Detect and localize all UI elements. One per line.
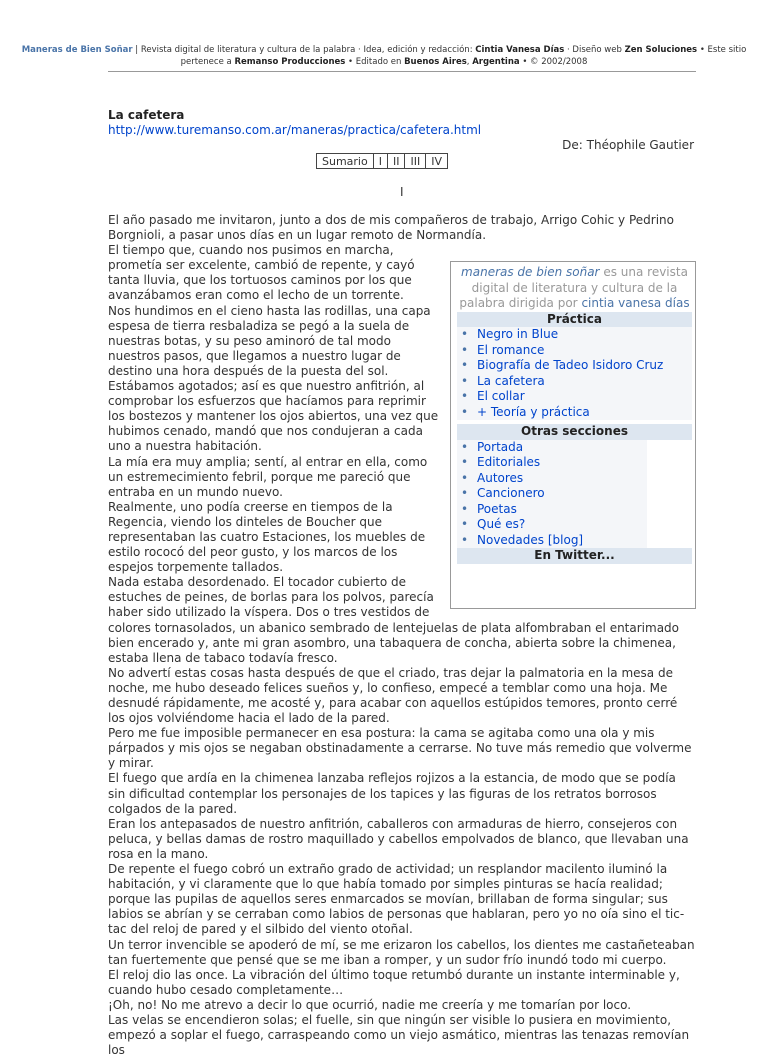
sidebar-link-cancionero[interactable]: Cancionero: [477, 486, 545, 501]
list-item: [457, 327, 692, 343]
sidebar-practica-list: [457, 327, 692, 420]
sidebar-otras-heading: Otras secciones: [457, 424, 692, 440]
list-item: [457, 358, 692, 374]
paragraph: De repente el fuego cobró un extraño grado de actividad; un resplandor macilento iluminó la habitación, y vi claramente que lo que había tomado por simples pinturas se hacía realidad; porque las pupilas de aquellos seres enmarcados se movían, brillaban de forma singular; sus labios se abrían y se cerraban como labios de personas que hablaran, pero yo no oía sino el tic-tac del reloj de pared y el silbido del viento otoñal.: [108, 862, 685, 937]
sidebar-practica-block: [457, 327, 692, 420]
header-city: Buenos Aires: [404, 57, 467, 67]
paragraph: El reloj dio las once. La vibración del último toque retumbó durante un instante interminable y, cuando hubo cesado completamente…: [108, 967, 680, 997]
sidebar-practica-heading: Práctica: [457, 312, 692, 328]
list-item: [457, 486, 647, 502]
header-text-6: • © 2002/2008: [519, 57, 588, 67]
sidebar-link-novedades[interactable]: Novedades [blog]: [477, 532, 584, 547]
sidebar-link-la-cafetera[interactable]: La cafetera: [477, 373, 545, 388]
summary-nav: [316, 153, 448, 169]
paragraph: Realmente, uno podía creerse en tiempos de la Regencia, viendo los dinteles de Boucher que representaban las cuatro Estaciones, los muebles de estilo rococó del peor gusto, y los marcos de los espejos torpemente tallados.: [108, 499, 426, 575]
header-text-3: • Este sitio pertenece a: [180, 45, 747, 67]
sidebar-link-el-collar[interactable]: El collar: [477, 389, 525, 404]
sidebar-link-teoria[interactable]: + Teoría y práctica: [477, 404, 590, 419]
summary-label: Sumario: [317, 154, 374, 169]
header-owner[interactable]: Remanso Producciones: [234, 57, 346, 67]
sidebar-box: [450, 261, 696, 609]
list-item: [457, 374, 692, 390]
paragraph: No advertí estas cosas hasta después de que el criado, tras dejar la palmatoria en la mesa de noche, me hubo deseado felices sueños y, lo confieso, empecé a temblar como una hoja. Me desnudé rápidamente, me acosté y, para acabar con aquellos estúpidos temores, pronto cerré los ojos volviéndome hacia el lado de la pared.: [108, 665, 678, 726]
sidebar-intro: [457, 265, 692, 312]
paragraph: Estábamos agotados; así es que nuestro anfitrión, al comprobar los esfuerzos que hacíamos para reprimir los bostezos y mantener los ojos abiertos, una vez que hubimos cenado, mandó que nos condujeran a cada uno a nuestra habitación.: [108, 379, 439, 454]
header-text-5: ,: [466, 57, 473, 67]
sidebar-otras-list: [457, 440, 647, 549]
article-url-link[interactable]: http://www.turemanso.com.ar/maneras/practica/cafetera.html: [108, 123, 482, 137]
summary-link-iii[interactable]: III: [405, 154, 426, 169]
paragraph: El año pasado me invitaron, junto a dos de mis compañeros de trabajo, Arrigo Cohic y Pedrino Borgnioli, a pasar unos días en un lugar remoto de Normandía.: [108, 213, 674, 243]
section-numeral: I: [400, 185, 404, 199]
article-author: De: Théophile Gautier: [562, 138, 694, 152]
header-text-4: • Editado en: [345, 57, 405, 67]
sidebar-link-biografia[interactable]: Biografía de Tadeo Isidoro Cruz: [477, 358, 664, 373]
list-item: [457, 405, 692, 421]
sidebar-site-link[interactable]: maneras de bien soñar: [461, 265, 600, 280]
list-item: [457, 517, 647, 533]
sidebar-link-editoriales[interactable]: Editoriales: [477, 455, 541, 470]
list-item: [457, 455, 647, 471]
paragraph: Nos hundimos en el cieno hasta las rodillas, una capa espesa de tierra resbaladiza se pegó a la suela de nuestras botas, y su peso aminoró de tal modo nuestros pasos, que llegamos a nuestro lugar de destino una hora después de la puesta del sol.: [108, 303, 431, 378]
paragraph: Las velas se encendieron solas; el fuelle, sin que ningún ser visible lo pusiera en movimiento, empezó a soplar el fuego, carraspeando como un viejo asmático, mientras las tenazas removían los: [108, 1012, 690, 1058]
list-item: [457, 502, 647, 518]
site-brand-link[interactable]: Maneras de Bien Soñar: [21, 45, 133, 55]
header-text-1: | Revista digital de literatura y cultura de la palabra · Idea, edición y redacción:: [132, 45, 476, 55]
paragraph: La mía era muy amplia; sentí, al entrar en ella, como un estremecimiento febril, porque me pareció que entraba en un mundo nuevo.: [108, 454, 428, 499]
paragraph: ¡Oh, no! No me atrevo a decir lo que ocurrió, nadie me creería y me tomarían por loco.: [108, 997, 632, 1012]
site-header: [0, 44, 768, 68]
header-designer[interactable]: Zen Soluciones: [624, 45, 698, 55]
list-item: [457, 343, 692, 359]
summary-link-ii[interactable]: II: [387, 154, 405, 169]
paragraph: Eran los antepasados de nuestro anfitrión, caballeros con armaduras de hierro, consejeros con peluca, y bellas damas de rostro maquillado y cabellos empolvados de blanco, que llevaban una rosa en la mano.: [108, 816, 689, 861]
paragraph: El fuego que ardía en la chimenea lanzaba reflejos rojizos a la estancia, de modo que se podía sin dificultad contemplar los personajes de los tapices y las figuras de los retratos borrosos colgados de la pared.: [108, 771, 676, 816]
sidebar-link-negro-in-blue[interactable]: Negro in Blue: [477, 327, 559, 342]
sidebar-director-link[interactable]: cintia vanesa días: [581, 296, 690, 311]
list-item: [457, 471, 647, 487]
sidebar-otras-block: [457, 440, 647, 549]
sidebar-link-el-romance[interactable]: El romance: [477, 342, 545, 357]
paragraph: Un terror invencible se apoderó de mí, se me erizaron los cabellos, los dientes me castañeteaban tan fuertemente que pensé que se me iban a romper, y un sudor frío inundó todo mi cuerpo.: [108, 937, 695, 967]
article-title: La cafetera: [108, 108, 185, 122]
paragraph: Pero me fue imposible permanecer en esa postura: la cama se agitaba como una ola y mis párpados y mis ojos se negaban obstinadamente a cerrarse. No tuve más remedio que volverme y mirar.: [108, 726, 692, 771]
list-item: [457, 389, 692, 405]
paragraph: El tiempo que, cuando nos pusimos en marcha, prometía ser excelente, cambió de repente, y cayó tanta lluvia, que los tortuosos caminos por los que avanzábamos eran como el lecho de un torrente.: [108, 243, 415, 303]
summary-link-iv[interactable]: IV: [426, 154, 448, 169]
sidebar-link-que-es[interactable]: Qué es?: [477, 517, 526, 532]
paragraph: Nada estaba desordenado. El tocador cubierto de estuches de peines, de borlas para los polvos, parecía haber sido utilizado la víspera. Dos o tres vestidos de colores tornasolados, un abanico sembrado de lentejuelas de plata alfombraban el entarimado bien encerado y, ante mi gran asombro, una tabaquera de concha, abierta sobre la chimenea, estaba llena de tabaco todavía fresco.: [108, 575, 680, 665]
list-item: [457, 533, 647, 549]
article-body: [108, 213, 696, 1058]
sidebar-link-portada[interactable]: Portada: [477, 439, 524, 454]
sidebar-intro-text: es una revista digital de literatura y cultura de la palabra dirigida por: [459, 265, 688, 311]
list-item: [457, 440, 647, 456]
sidebar-twitter-heading: En Twitter...: [457, 548, 692, 564]
header-editor: Cintia Vanesa Días: [475, 45, 565, 55]
header-divider: [108, 71, 696, 72]
sidebar-link-poetas[interactable]: Poetas: [477, 501, 517, 516]
header-country: Argentina: [472, 57, 520, 67]
header-text-2: · Diseño web: [564, 45, 625, 55]
sidebar-link-autores[interactable]: Autores: [477, 470, 524, 485]
summary-link-i[interactable]: I: [373, 154, 387, 169]
